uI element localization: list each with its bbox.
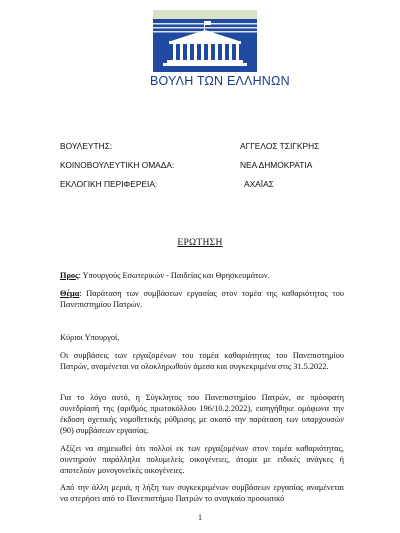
document-title: ΕΡΩΤΗΣΗ — [177, 238, 223, 248]
subject-line — [60, 288, 344, 310]
logo-text: ΒΟΥΛΗ ΤΩΝ ΕΛΛΗΝΩΝ — [150, 74, 290, 88]
constituency-label: ΕΚΛΟΓΙΚΗ ΠΕΡΙΦΕΡΕΙΑ: — [60, 179, 158, 189]
body-paragraph-1: Οι συμβάσεις των εργαζομένων του τομέα καθαριότητας του Πανεπιστημίου Πατρών, αναμένεται να ολοκληρωθούν άμεσα και συγκεκριμένα στις 31.5.2022. — [60, 351, 344, 371]
mp-label: ΒΟΥΛΕΥΤΗΣ: — [60, 141, 113, 151]
party-label: ΚΟΙΝΟΒΟΥΛΕΥΤΙΚΗ ΟΜΑΔΑ: — [60, 160, 175, 170]
recipients-text: : Υπουργούς Εσωτερικών - Παιδείας και Θρησκευμάτων. — [78, 271, 270, 280]
page-number: 1 — [198, 513, 202, 522]
parliament-building-icon — [153, 10, 257, 72]
recipients-label: Προς — [60, 271, 79, 280]
subject-text: : Παράταση των συμβάσεων εργασίας στον τομέα της καθαριότητας του Πανεπιστημίου Πατρών. — [60, 289, 344, 309]
subject-label: Θέμα — [60, 289, 80, 298]
body-paragraph-4: Από την άλλη μεριά, η λήξη των συγκεκριμένων συμβάσεων εργασίας αναμένεται να στερήσει από το Πανεπιστήμιο Πατρών το αναγκαίο προσωπικό — [60, 483, 344, 503]
parliament-logo — [150, 10, 290, 92]
recipients-line — [60, 270, 344, 281]
mp-name: ΑΓΓΕΛΟΣ ΤΣΙΓΚΡΗΣ — [240, 141, 320, 151]
constituency-name: ΑΧΑΪΑΣ — [244, 179, 274, 189]
body-paragraph-2: Για το λόγο αυτό, η Σύγκλητος του Πανεπιστημίου Πατρών, σε πρόσφατη συνεδρίασή της (αριθμός πρωτοκόλλου 196/10.2.2022), εισηγήθηκε ομόφωνα την έκδοση σχετικής νομοθετικής ρύθμισης με σκοπό την παράταση των υπαρχουσών (90) συμβάσεων εργασίας. — [60, 393, 344, 435]
party-name: ΝΕΑ ΔΗΜΟΚΡΑΤΙΑ — [240, 160, 313, 170]
body-paragraph-3: Αξίζει να σημειωθεί ότι πολλοί εκ των εργαζομένων στον τομέα καθαριότητας, συντηρούν παράλληλα πολυμελείς οικογένειες, άτομα με ειδικές ανάγκες ή αποτελούν μονογονεϊκές οικογένειες. — [60, 444, 344, 475]
salutation: Κύριοι Υπουργοί, — [60, 333, 120, 342]
